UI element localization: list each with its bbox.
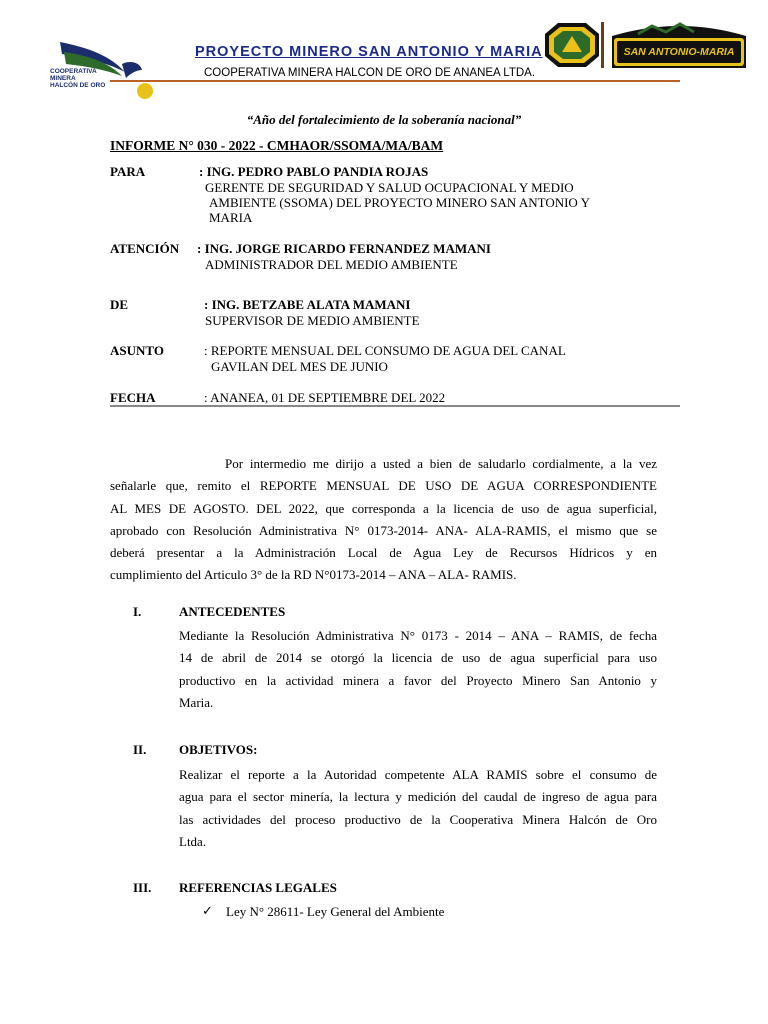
checkmark-icon: ✓	[202, 903, 213, 918]
intro-line-6: cumplimiento del Articulo 3° de la RD N°0173-2014 – ANA – ALA- RAMIS.	[110, 567, 517, 583]
project-title: PROYECTO MINERO SAN ANTONIO Y MARIA	[195, 44, 543, 60]
section-1-line-2: 14 de abril de 2014 se otorgó la licencia de uso de agua superficial para uso	[179, 650, 657, 666]
para-line-1: GERENTE DE SEGURIDAD Y SALUD OCUPACIONAL Y MEDIO	[205, 180, 574, 195]
section-2-line-4: Ltda.	[179, 833, 207, 849]
report-number: INFORME N° 030 - 2022 - CMHAOR/SSOMA/MA/BAM	[110, 138, 444, 153]
asunto-label: ASUNTO	[110, 343, 164, 358]
atencion-label: ATENCIÓN	[110, 241, 180, 256]
memo-divider	[110, 405, 680, 407]
para-label: PARA	[110, 164, 146, 179]
intro-paragraph	[110, 453, 657, 587]
atencion-name: : ING. JORGE RICARDO FERNANDEZ MAMANI	[197, 241, 491, 256]
asunto-line-2: GAVILAN DEL MES DE JUNIO	[211, 359, 388, 374]
motto: “Año del fortalecimiento de la soberanía nacional”	[246, 112, 522, 127]
para-line-3: MARIA	[209, 210, 253, 225]
fecha-label: FECHA	[110, 390, 156, 405]
logo-divider	[601, 22, 604, 68]
section-1-line-3: productivo en la actividad minera a favor del Proyecto Minero San Antonio y	[179, 672, 657, 688]
fecha-value: : ANANEA, 01 DE SEPTIEMBRE DEL 2022	[204, 390, 446, 405]
de-label: DE	[110, 297, 129, 312]
section-1-number: I.	[133, 604, 142, 619]
legal-reference-1: Ley N° 28611- Ley General del Ambiente	[226, 904, 445, 919]
cooperativa-halcon-logo	[50, 34, 160, 104]
atencion-line-1: ADMINISTRADOR DEL MEDIO AMBIENTE	[205, 257, 458, 272]
logo-line-1: COOPERATIVA	[50, 68, 97, 75]
intro-line-5: deberá presentar a la Administración Local de Agua Ley de Recursos Hídricos y en	[110, 545, 657, 561]
mining-emblem-icon	[544, 22, 600, 68]
para-line-2: AMBIENTE (SSOMA) DEL PROYECTO MINERO SAN ANTONIO Y	[209, 195, 590, 210]
logo-line-3: HALCÓN DE ORO	[50, 82, 106, 89]
asunto-line-1: : REPORTE MENSUAL DEL CONSUMO DE AGUA DEL CANAL	[204, 343, 566, 358]
header-rule	[110, 80, 680, 82]
logo-line-2: MINERA	[50, 75, 76, 82]
cooperative-name: COOPERATIVA MINERA HALCON DE ORO DE ANANEA LTDA.	[204, 67, 536, 79]
intro-line-2: señalarle que, remito el REPORTE MENSUAL DE USO DE AGUA CORRESPONDIENTE	[110, 478, 657, 494]
section-1-title: ANTECEDENTES	[179, 604, 286, 619]
de-line-1: SUPERVISOR DE MEDIO AMBIENTE	[205, 313, 420, 328]
section-1-line-4: Maria.	[179, 694, 214, 710]
section-1-body	[179, 625, 657, 714]
section-2-number: II.	[133, 742, 147, 757]
intro-line-3: AL MES DE AGOSTO. DEL 2022, que corresponda a la licencia de uso de agua superficial,	[110, 500, 657, 516]
intro-line-4: aprobado con Resolución Administrativa N° 0173-2014- ANA- ALA-RAMIS, el mismo que se	[110, 522, 657, 538]
san-antonio-maria-logo	[608, 22, 750, 70]
section-3-number: III.	[133, 880, 152, 895]
section-2-line-3: las actividades del proceso productivo de la Cooperativa Minera Halcón de Oro	[179, 811, 657, 827]
section-3-title: REFERENCIAS LEGALES	[179, 880, 337, 895]
logo-right-label: SAN ANTONIO-MARIA	[623, 46, 735, 58]
para-name: : ING. PEDRO PABLO PANDIA ROJAS	[199, 164, 429, 179]
section-2-title: OBJETIVOS:	[179, 742, 258, 757]
de-name: : ING. BETZABE ALATA MAMANI	[204, 297, 411, 312]
section-2-line-1: Realizar el reporte a la Autoridad competente ALA RAMIS sobre el consumo de	[179, 767, 657, 782]
section-1-line-1: Mediante la Resolución Administrativa N° 0173 - 2014 – ANA – RAMIS, de fecha	[179, 628, 657, 643]
intro-line-1: Por intermedio me dirijo a usted a bien de saludarlo cordialmente, a la vez	[225, 456, 657, 471]
section-2-line-2: agua para el sector minería, la lectura y medición del caudal de ingreso de agua para	[179, 789, 657, 805]
section-2-body	[179, 764, 657, 853]
